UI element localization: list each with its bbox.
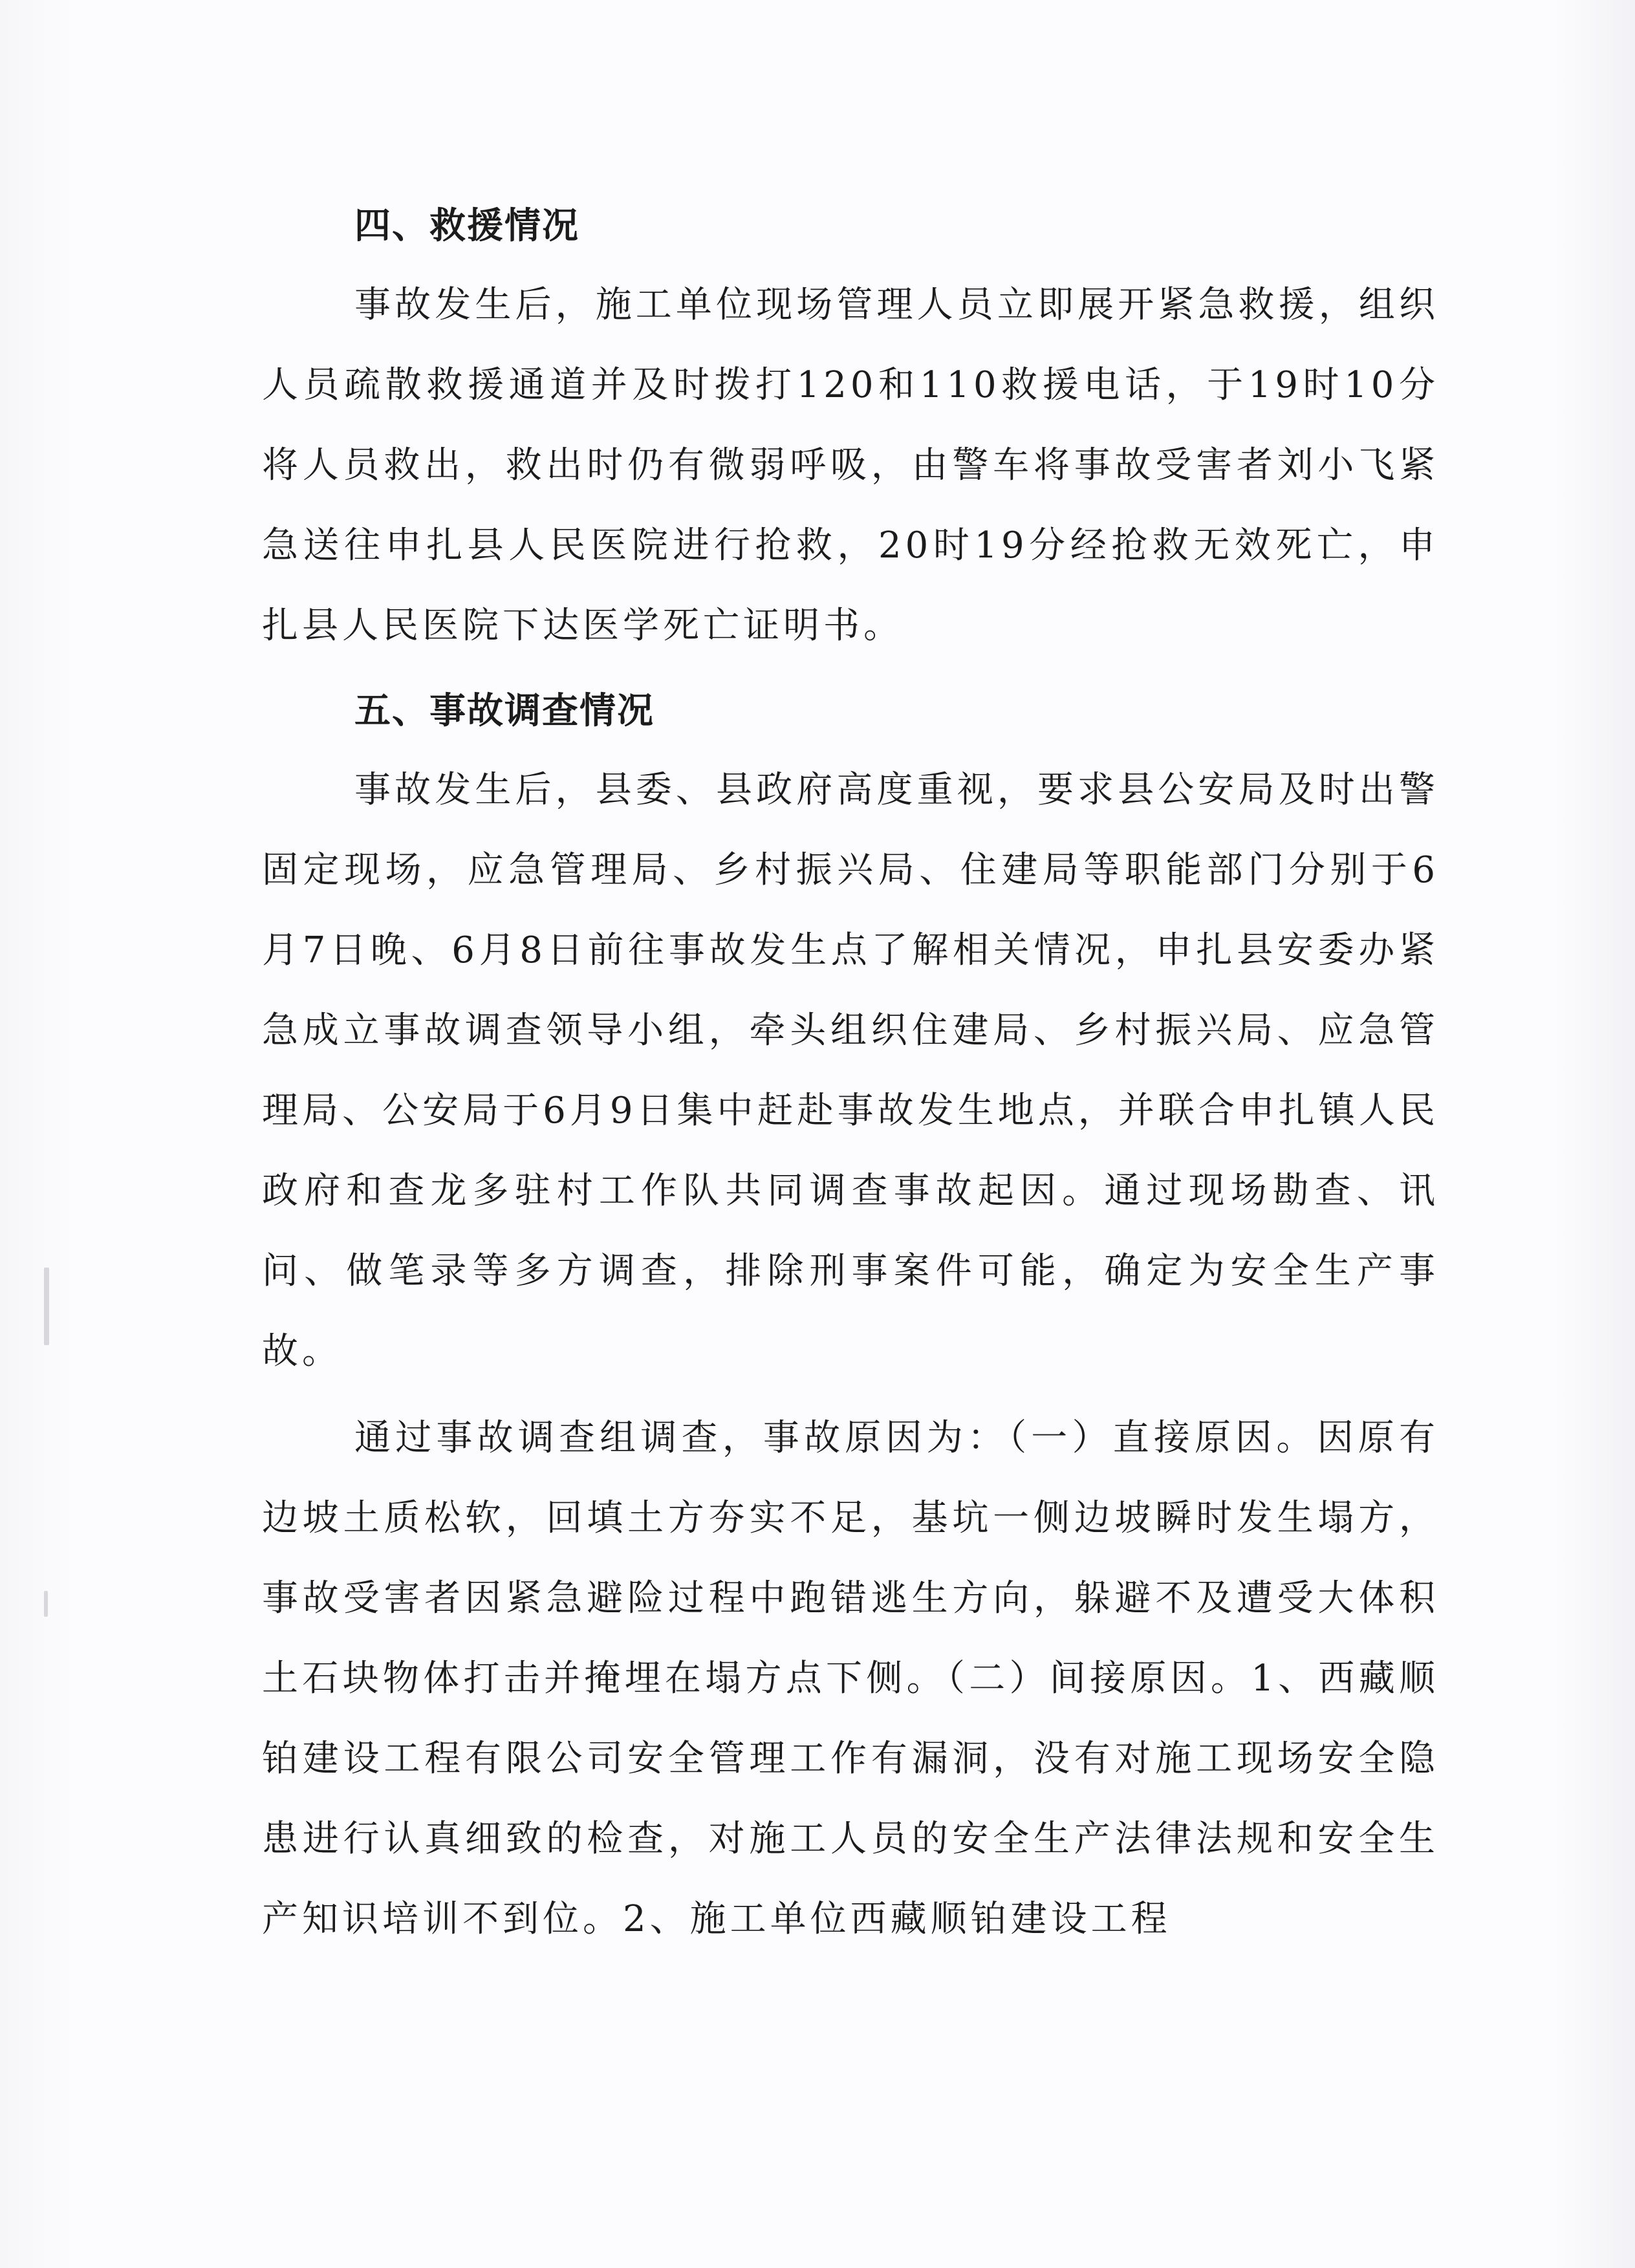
scan-mark-left-2 (44, 1591, 48, 1617)
section-heading-investigation: 五、事故调查情况 (354, 690, 655, 732)
scan-mark-left-1 (44, 1268, 49, 1345)
paragraph-causes: 通过事故调查组调查，事故原因为：（一）直接原因。因原有边坡土质松软，回填土方夯实不足，基坑一侧边坡瞬时发生塌方，事故受害者因紧急避险过程中跑错逃生方向，躲避不及遭受大体积土石块物体打击并掩埋在塌方点下侧。（二）间接原因。1、西藏顺铂建设工程有限公司安全管理工作有漏洞，没有对施工现场安全隐患进行认真细致的检查，对施工人员的安全生产法律法规和安全生产知识培训不到位。2、施工单位西藏顺铂建设工程 (262, 1417, 1439, 1940)
document-body (262, 188, 1439, 1960)
section-heading-rescue: 四、救援情况 (354, 205, 579, 247)
paragraph-investigation: 事故发生后，县委、县政府高度重视，要求县公安局及时出警固定现场，应急管理局、乡村振兴局、住建局等职能部门分别于6月7日晚、6月8日前往事故发生点了解相关情况，申扎县安委办紧急成立事故调查领导小组，牵头组织住建局、乡村振兴局、应急管理局、公安局于6月9日集中赶赴事故发生地点，并联合申扎镇人民政府和查龙多驻村工作队共同调查事故起因。通过现场勘查、讯问、做笔录等多方调查，排除刑事案件可能，确定为安全生产事故。 (262, 769, 1439, 1372)
paragraph-rescue: 事故发生后，施工单位现场管理人员立即展开紧急救援，组织人员疏散救援通道并及时拨打120和110救援电话，于19时10分将人员救出，救出时仍有微弱呼吸，由警车将事故受害者刘小飞紧急送往申扎县人民医院进行抢救，20时19分经抢救无效死亡，申扎县人民医院下达医学死亡证明书。 (262, 284, 1439, 647)
